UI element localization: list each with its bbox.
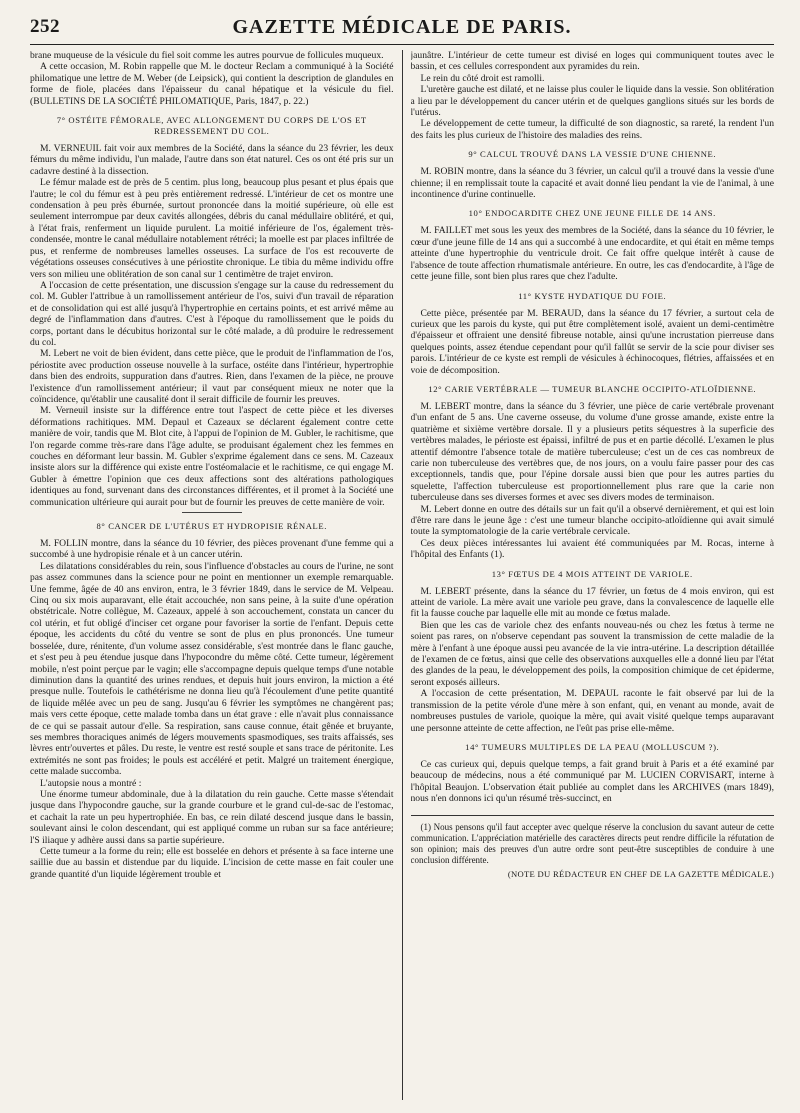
section-heading: 8° CANCER DE L'UTÉRUS ET HYDROPISIE RÉNALE.: [96, 521, 327, 532]
paragraph: Les dilatations considérables du rein, sous l'influence d'obstacles au cours de l'urine, ne sont pas assez communes dans la science pour ne point en mentionner un exemple remarquable. Une femme, âgée de 40 ans environ, entra, le 3 février 1849, dans le service de M. Velpeau. Cinq ou six mois auparavant, elle était accouchée, non sans peine, à la suite d'une opération obstétricale. Notre collègue, M. Cazeaux, appelé à son accouchement, constata un cancer du col utérin, et fut obligé d'inciser cet organe pour favoriser la sortie de l'enfant. Depuis cette époque, les accidents du côté du ventre se sont de plus en plus prononcés. Une tumeur bosselée, dure, rénitente, d'un volume assez considérable, s'est montrée dans le flanc gauche, et s'est peu à peu étendue jusque dans l'hypocondre du même côté. Cette tumeur, légèrement mobile, n'est point perçue par le vagin; elle s'accompagne depuis quelque temps d'une notable diminution dans la quantité des urines rendues, et depuis huit jours environ, la miction a été presque nulle. Toutefois le cathétérisme ne donna lieu qu'à l'écoulement d'une petite quantité de liquide mêlée avec un peu de sang. Jusqu'au 6 février les symptômes ne changèrent pas; mais vers cette époque, cette malade tomba dans un état grave : elle n'avait plus connaissance de ce qui se passait autour d'elle. Sa respiration, sans cause connue, était gênée et bruyante, ses membres thoraciques animés de légers mouvements spasmodiques, ses traits affaissés, ses lèvres entr'ouvertes et pâles. Du reste, le ventre est resté souple et sans trace de péritonite. Les extrémités ne sont pas froides; le pouls est accéléré et petit. Malgré un traitement énergique, cette malade succomba.: [30, 560, 394, 778]
journal-title: GAZETTE MÉDICALE DE PARIS.: [232, 16, 572, 38]
footnote-block: [411, 815, 775, 880]
paragraph: M. VERNEUIL fait voir aux membres de la Société, dans la séance du 23 février, les deux fémurs du même individu, l'un malade, l'autre dans son état naturel. Ces os ont été pris sur un cadavre destiné à la dissection.: [30, 143, 394, 177]
right-column: [411, 50, 775, 1100]
section-heading: 9° CALCUL TROUVÉ DANS LA VESSIE D'UNE CHIENNE.: [468, 149, 717, 160]
section-heading: 12° CARIE VERTÉBRALE — TUMEUR BLANCHE OCCIPITO-ATLOÏDIENNE.: [428, 383, 757, 394]
page-header: [30, 14, 774, 45]
paragraph: M. FAILLET met sous les yeux des membres de la Société, dans la séance du 10 février, le cœur d'une jeune fille de 14 ans qui a succombé à une endocardite, et qui était en même temps atteinte d'une hypertrophie du ventricule droit. Ce fait offre quelque intérêt à cause de l'absence de toute affection rhumatismale antérieure. En outre, les cas d'endocardite, à l'âge de cette jeune fille, sont bien plus rares que chez l'adulte.: [410, 225, 774, 283]
paragraph: M. LEBERT présente, dans la séance du 17 février, un fœtus de 4 mois environ, qui est atteint de variole. La mère avait une variole peu grave, dans la convalescence de laquelle elle fit la fausse couche par laquelle elle mit au monde ce fœtus malade.: [410, 585, 774, 620]
paragraph: Le développement de cette tumeur, la difficulté de son diagnostic, sa rareté, la rendent l'un des faits les plus curieux de l'histoire des maladies des reins.: [410, 118, 774, 141]
section-heading: 7° OSTÉITE FÉMORALE, AVEC ALLONGEMENT DU CORPS DE L'OS ET REDRESSEMENT DU COL.: [56, 115, 367, 137]
page-number: 252: [30, 16, 60, 37]
paragraph: M. ROBIN montre, dans la séance du 3 février, un calcul qu'il a trouvé dans la vessie d'une chienne; il en remplissait toute la capacité et avait donné lieu pendant la vie de l'animal, à une incontinence d'urine continuelle.: [410, 166, 774, 201]
paragraph: Une énorme tumeur abdominale, due à la dilatation du rein gauche. Cette masse s'étendait jusque dans l'hypocondre gauche, sur la grande courbure et le grand cul-de-sac de l'estomac, et cachait la rate un peu hypertrophiée. En bas, ce rein dilaté descend jusque dans le bassin, soulevant ainsi le colon descendant, qui est appliqué comme un ruban sur sa face antérieure; l'S iliaque y adhère aussi dans sa partie supérieure.: [30, 788, 394, 846]
columns: [30, 50, 774, 1100]
paragraph: L'uretère gauche est dilaté, et ne laisse plus couler le liquide dans la vessie. Son oblitération a lieu par le développement du cancer utérin et de quelques ganglions situés sur les bords de l'utérus.: [410, 84, 774, 119]
paragraph: M. LEBERT montre, dans la séance du 3 février, une pièce de carie vertébrale provenant d'un enfant de 5 ans. Une caverne osseuse, du volume d'une grosse amande, existe entre la quatrième et sixième vertèbre dorsale. Il y a plusieurs petits séquestres à la superficie des vertèbres malades, le périoste est épaissi, infiltré de pus et en partie décollé. L'examen le plus attentif démontre l'absence totale de matière tuberculeuse; c'est un de ces cas nombreux de carie non tuberculeuse des vertèbres que, de nos jours, on a voulu faire passer pour des cas exceptionnels, tandis que, pour l'épine dorsale aussi bien que pour les autres parties du squelette, l'affection tuberculeuse est proportionnellement plus rare que la carie non tuberculeuse dans ses diverses formes et avec ses divers modes de terminaison.: [410, 400, 774, 504]
paragraph: Ce cas curieux qui, depuis quelque temps, a fait grand bruit à Paris et a été examiné par beaucoup de médecins, nous a été communiqué par M. LUCIEN CORVISART, interne à l'hôpital Beaujon. L'observation était publiée au complet dans les ARCHIVES (mars 1849), nous n'en donnons ici qu'un résumé très-succinct, en: [410, 758, 774, 805]
paragraph: M. Lebert ne voit de bien évident, dans cette pièce, que le produit de l'inflammation de l'os, périostite avec production osseuse nouvelle à la surface, ostéite dans l'intérieur, hypertrophie dans bien des endroits, suppuration dans d'autres. Rien, dans l'examen de la pièce, ne prouve l'existence d'un ramollissement antérieur; il vaut par conséquent mieux ne noter que la coïncidence, qu'établir une causalité dont il serait difficile de fournir les preuves.: [30, 348, 394, 405]
left-column: [30, 50, 394, 1100]
paragraph: M. FOLLIN montre, dans la séance du 10 février, des pièces provenant d'une femme qui a succombé à une hydropisie rénale et à un cancer utérin.: [30, 538, 394, 561]
paragraph: Ces deux pièces intéressantes lui avaient été communiquées par M. Rocas, interne à l'hôpital des Enfants (1).: [410, 537, 774, 561]
paragraph: jaunâtre. L'intérieur de cette tumeur est divisé en loges qui communiquent toutes avec le bassin, et ces cellules correspondent aux pyramides du rein.: [410, 50, 774, 73]
paragraph: A l'occasion de cette présentation, une discussion s'engage sur la cause du redressement du col. M. Gubler l'attribue à un ramollissement antérieur de l'os, suivi d'un travail de réparation et de consolidation qui est allé jusqu'à l'hypertrophie en certains points, et est arrivé même au degré de l'inflammation dans d'autres. C'est à l'époque du ramollissement que le poids du corps, portant dans le décubitus horizontal sur le côté malade, a dû produire le redressement du col.: [30, 279, 394, 348]
section-heading: 10° ENDOCARDITE CHEZ UNE JEUNE FILLE DE 14 ANS.: [468, 208, 716, 219]
paragraph: Le fémur malade est de près de 5 centim. plus long, beaucoup plus pesant et plus épais que l'autre; le col du fémur est à peu près entièrement redressé. L'intérieur de cet os montre une condensation à peu près éburnée, surtout prononcée dans la moitié supérieure, où elle est seulement interrompue par deux cavités allongées, débris du canal médullaire oblitéré, et qui, à l'état frais, renferment un liquide purulent. La moitié inférieure de l'os, également très-condensée, montre le canal médullaire notablement rétréci; la moelle est par places infiltrée de pus, et renferme de nombreuses lamelles osseuses. La surface de l'os est recouverte de végétations osseuses consécutives à une périostite chronique. Le tibia du même individu offre vers son milieu une oblitération de son canal sur 1 centimètre de trajet environ.: [30, 177, 394, 280]
paragraph: brane muqueuse de la vésicule du fiel soit comme les autres pourvue de follicules muqueux.: [30, 50, 384, 61]
editor-note: (NOTE DU RÉDACTEUR EN CHEF DE LA GAZETTE MÉDICALE.): [507, 868, 774, 879]
paragraph: A cette occasion, M. Robin rappelle que M. le docteur Reclam a communiqué à la Société philomatique une lettre de M. Weber (de Leipsick), qui contient la description de glandules en forme de fiole, placées dans l'épaisseur du canal hépatique et la vésicule du fiel. (BULLETINS DE LA SOCIÉTÉ PHILOMATIQUE, Paris, 1847, p. 22.): [30, 61, 394, 107]
paragraph: Cette pièce, présentée par M. BERAUD, dans la séance du 17 février, a surtout cela de curieux que les parois du kyste, qui put être complètement isolé, avaient un demi-centimètre d'épaisseur et offraient une densité fibreuse notable, ainsi qu'une incrustation pierreuse dans quelques points, assez étendue cependant pour qu'il fallût se servir de la scie pour diviser ses parois. L'intérieur de ce kyste est rempli de vésicules à échinocoques, flétries, affaissées et en voie de décomposition.: [410, 307, 774, 376]
paragraph: Cette tumeur a la forme du rein; elle est bosselée en dehors et présente à sa face interne une saillie due au bassin et distendue par du liquide. L'incision de cette masse en fait couler une grande quantité d'un liquide légèrement trouble et: [30, 846, 394, 880]
section-heading: 13° FŒTUS DE 4 MOIS ATTEINT DE VARIOLE.: [491, 568, 693, 579]
section-separator: [182, 512, 242, 513]
paragraph: L'autopsie nous a montré :: [40, 777, 142, 789]
footnote: (1) Nous pensons qu'il faut accepter avec quelque réserve la conclusion du savant auteur de cette communication. L'appréciation matérielle des caractères directs peut rendre difficile la réfutation de son opinion; mais des preuves d'un autre ordre sont peut-être susceptibles de conduire à une conclusion différente.: [410, 821, 774, 865]
paragraph: A l'occasion de cette présentation, M. DEPAUL raconte le fait observé par lui de la transmission de la petite vérole d'une mère à son enfant, qui, en venant au monde, avait de nombreuses pustules de variole, quoique la mère, qui avait visité quelque temps auparavant une personne atteinte de cette affection, ne l'eût pas prise elle-même.: [410, 688, 774, 734]
paragraph: Bien que les cas de variole chez des enfants nouveau-nés ou chez les fœtus à terme ne soient pas rares, on n'observe cependant pas souvent la transmission de cette maladie de la mère à l'enfant à une époque aussi peu avancée de la vie intra-utérine. La description détaillée de l'examen de ce fœtus, ainsi que celle des observations auxquelles elle a donné lieu par l'état des glandes de la peau, le développement des poils, la composition chimique de cet épiderme, seront exposés ailleurs.: [410, 619, 774, 688]
paragraph: M. Lebert donne en outre des détails sur un fait qu'il a observé dernièrement, et qui est loin d'être rare dans le jeune âge : c'est une tumeur blanche occipito-atloïdienne qui avait simulé toute la symptomatologie de la carie vertébrale cervicale.: [410, 503, 774, 538]
section-heading: 11° KYSTE HYDATIQUE DU FOIE.: [518, 290, 667, 301]
paragraph: M. Verneuil insiste sur la différence entre tout l'aspect de cette pièce et les diverses déformations rachitiques. MM. Depaul et Cazeaux se déclarent également contre cette manière de voir, tandis que M. Blot cite, à l'appui de l'opinion de M. Gubler, le rachitisme, que l'on regarde comme très-rare dans l'âge adulte, se produisant également chez les femmes en couches en déformant leur bassin. M. Gubler s'exprime également dans ce sens. M. Cazeaux insiste alors sur la différence qui existe entre l'ostéomalacie et le rachitisme, ce qui engage M. Gubler à émettre l'opinion que ces deux affections sont des altérations pathologiques identiques au fond, survenant dans des circonstances différentes, et il promet à la Société une communication ultérieure qui aurait pour but de fournir les preuves de cette manière de voir.: [30, 405, 394, 508]
section-heading: 14° TUMEURS MULTIPLES DE LA PEAU (MOLLUSCUM ?).: [465, 741, 720, 752]
paragraph: Le rein du côté droit est ramolli.: [420, 72, 545, 84]
column-rule: [402, 50, 403, 1100]
